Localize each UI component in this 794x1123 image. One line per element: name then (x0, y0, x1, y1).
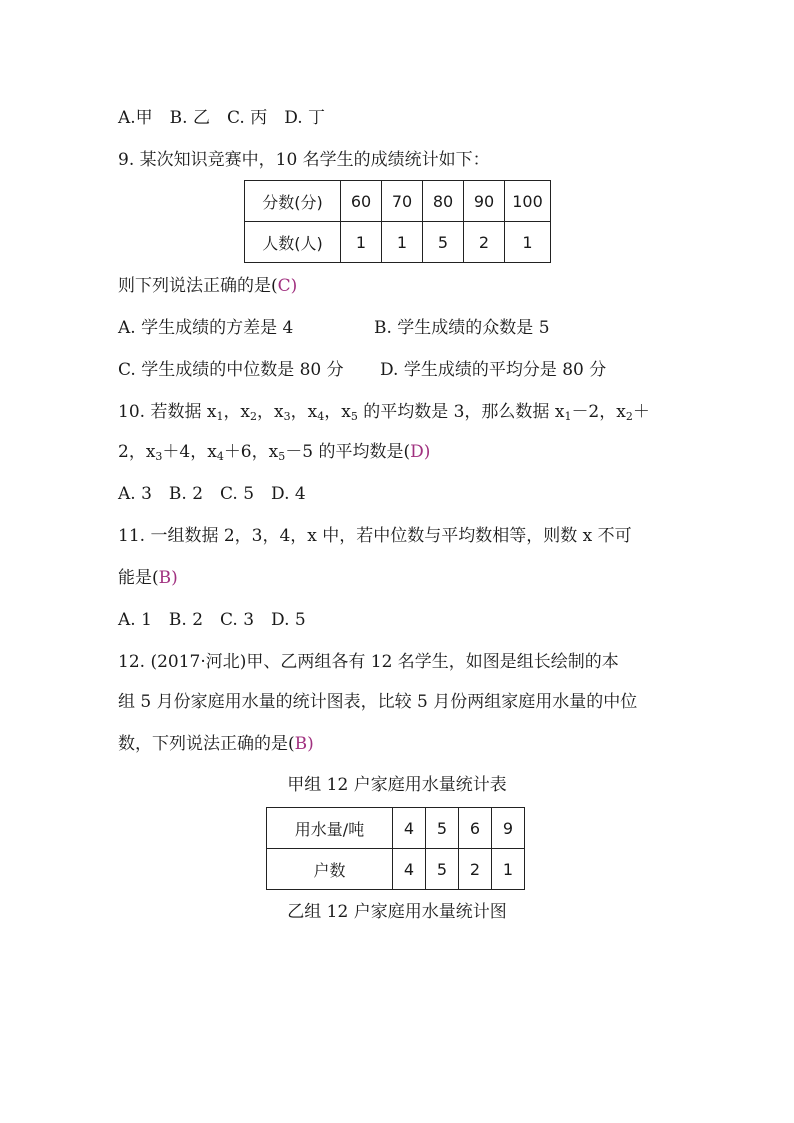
q9-options-row2 (118, 358, 606, 382)
q9-table-header: 分数(分) (245, 181, 341, 222)
q10-answer: D (410, 442, 424, 462)
q12-table-cell: 4 (393, 808, 426, 849)
q9-option-b: B. 学生成绩的众数是 5 (374, 318, 550, 338)
q9-table-cell: 60 (341, 181, 382, 222)
q12-table-cell: 4 (393, 849, 426, 890)
q8-options: A.甲 B. 乙 C. 丙 D. 丁 (118, 108, 326, 128)
q9-stem: 9. 某次知识竞赛中，10 名学生的成绩统计如下： (118, 150, 490, 170)
q9-close: ) (290, 276, 298, 296)
q12-line1: 12. (2017·河北)甲、乙两组各有 12 名学生，如图是组长绘制的本 (118, 652, 619, 672)
q12-table-header: 用水量/吨 (267, 808, 393, 849)
q9-table-cell: 80 (423, 181, 464, 222)
q10-options: A. 3 B. 2 C. 5 D. 4 (118, 484, 306, 504)
q9-answer: C (277, 276, 291, 296)
q9-score-table (244, 180, 551, 263)
q12-table-cell: 2 (459, 849, 492, 890)
q9-table-cell: 1 (382, 222, 423, 263)
q11-line2 (118, 566, 178, 590)
q11-line2-text: 能是( (118, 568, 159, 588)
q12-line3-text: 数，下列说法正确的是( (118, 734, 295, 754)
q9-table-cell: 2 (464, 222, 505, 263)
q12-table-header: 户数 (267, 849, 393, 890)
q12-chart-title: 乙组 12 户家庭用水量统计图 (287, 902, 507, 922)
q11-close: ) (171, 568, 178, 588)
q12-table-cell: 6 (459, 808, 492, 849)
q12-close: ) (307, 734, 314, 754)
q9-table-cell: 5 (423, 222, 464, 263)
q9-options-row1 (118, 316, 550, 340)
q9-table-header: 人数(人) (245, 222, 341, 263)
q11-options: A. 1 B. 2 C. 3 D. 5 (118, 610, 306, 630)
q12-table-title: 甲组 12 户家庭用水量统计表 (287, 775, 507, 795)
q12-line2: 组 5 月份家庭用水量的统计图表，比较 5 月份两组家庭用水量的中位 (118, 692, 638, 712)
q12-water-table (266, 807, 525, 890)
q12-line3 (118, 732, 314, 756)
q10-line1: 10. 若数据 $x_1$，$x_2$，$x_3$，$x_4$，$x_5$ 的平均数是 3，那么数据 $x_1-2$，$x_2+$ (118, 402, 650, 423)
q12-answer: B (294, 734, 308, 754)
q9-table-cell: 90 (464, 181, 505, 222)
q10-pre: 10. 若数据 x (118, 402, 217, 422)
q9-table-cell: 100 (505, 181, 551, 222)
q9-prompt-text: 则下列说法正确的是( (118, 276, 278, 296)
q12-table-cell: 9 (492, 808, 525, 849)
q9-prompt (118, 274, 297, 298)
q12-table-cell: 5 (426, 808, 459, 849)
q12-table-cell: 5 (426, 849, 459, 890)
q9-option-d: D. 学生成绩的平均分是 80 分 (380, 360, 607, 380)
q10-line2: 2，$x_3+4$，$x_4+6$，$x_5-5$ 的平均数是(D) (118, 442, 431, 463)
q9-option-a: A. 学生成绩的方差是 4 (118, 318, 294, 338)
q9-table-cell: 70 (382, 181, 423, 222)
q11-answer: B (158, 568, 172, 588)
q12-table-cell: 1 (492, 849, 525, 890)
q9-option-c: C. 学生成绩的中位数是 80 分 (118, 360, 344, 380)
q9-table-cell: 1 (341, 222, 382, 263)
q11-line1: 11. 一组数据 2，3，4，x 中，若中位数与平均数相等，则数 x 不可 (118, 526, 632, 546)
q9-table-cell: 1 (505, 222, 551, 263)
